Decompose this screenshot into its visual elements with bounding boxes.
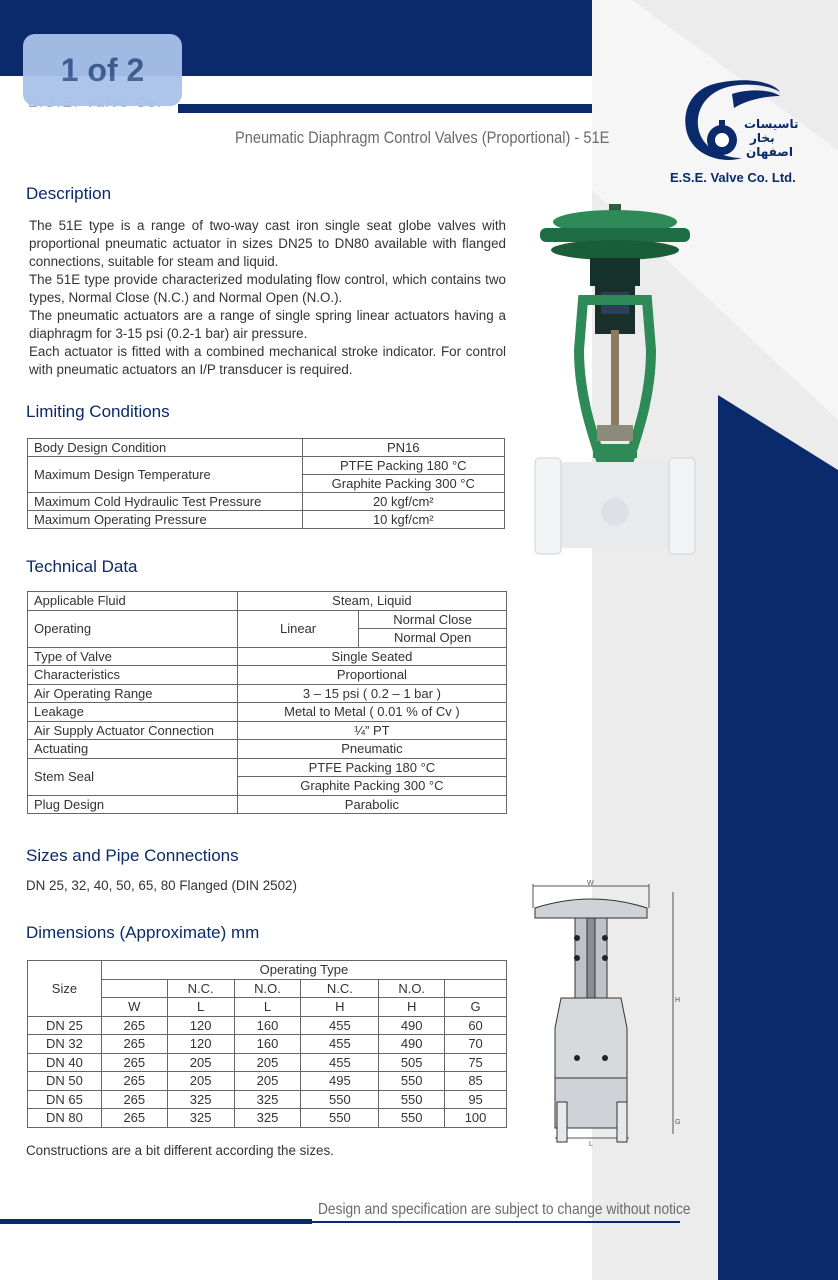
table-cell: DN 25 <box>28 1016 102 1035</box>
table-cell: DN 32 <box>28 1035 102 1054</box>
table-cell: Pneumatic <box>237 740 506 759</box>
drawing-label-h: H <box>675 997 681 1004</box>
table-cell: 100 <box>445 1109 507 1128</box>
table-cell: Normal Open <box>359 629 507 648</box>
table-header: N.C. <box>167 979 234 998</box>
table-cell: 85 <box>445 1072 507 1091</box>
table-row <box>28 1035 507 1054</box>
table-cell: Graphite Packing 300 °C <box>237 777 506 796</box>
table-header: N.C. <box>301 979 379 998</box>
table-cell: Leakage <box>28 703 238 722</box>
table-cell: 205 <box>234 1072 301 1091</box>
table-row <box>28 1072 507 1091</box>
table-cell: 550 <box>379 1072 445 1091</box>
table-cell: Maximum Cold Hydraulic Test Pressure <box>28 493 303 511</box>
table-cell: 3 – 15 psi ( 0.2 – 1 bar ) <box>237 684 506 703</box>
footer-rule <box>0 1219 312 1224</box>
table-cell: 120 <box>167 1035 234 1054</box>
drawing-label-w: W <box>587 880 594 887</box>
table-header: N.O. <box>379 979 445 998</box>
limiting-heading: Limiting Conditions <box>26 402 170 421</box>
table-cell: PTFE Packing 180 °C <box>302 457 504 475</box>
table-cell: Metal to Metal ( 0.01 % of Cv ) <box>237 703 506 722</box>
table-row <box>28 511 505 529</box>
description-body <box>29 217 506 379</box>
description-paragraph: The pneumatic actuators are a range of single spring linear actuators having a diaphragm for 3-15 psi (0.2-1 bar) air pressure. <box>29 308 506 341</box>
footer-note: Design and specification are subject to change without notice <box>318 1201 691 1218</box>
table-cell: 95 <box>445 1090 507 1109</box>
table-cell: 120 <box>167 1016 234 1035</box>
table-cell: Applicable Fluid <box>28 592 238 611</box>
table-row <box>28 592 507 611</box>
sizes-text: DN 25, 32, 40, 50, 65, 80 Flanged (DIN 2502) <box>26 878 297 893</box>
table-row <box>28 666 507 685</box>
table-cell: Graphite Packing 300 °C <box>302 475 504 493</box>
description-paragraph: The 51E type is a range of two-way cast iron single seat globe valves with proportional pneumatic actuator in sizes DN25 to DN80 available with flanged connections, suitable for steam and liquid. <box>29 218 506 269</box>
table-cell: Linear <box>237 610 359 647</box>
table-cell: 550 <box>379 1090 445 1109</box>
table-row <box>28 439 505 457</box>
table-header: G <box>445 998 507 1017</box>
table-row <box>28 493 505 511</box>
table-row <box>28 1109 507 1128</box>
company-name: E.S.E. Valve Co. Ltd. <box>670 170 796 185</box>
table-header: H <box>301 998 379 1017</box>
table-cell: 265 <box>101 1035 167 1054</box>
drawing-label-l: L <box>589 1141 593 1148</box>
table-cell: Type of Valve <box>28 647 238 666</box>
table-cell: 455 <box>301 1016 379 1035</box>
table-cell: Body Design Condition <box>28 439 303 457</box>
table-header: Size <box>28 961 102 1017</box>
description-heading: Description <box>26 184 112 203</box>
table-cell: PTFE Packing 180 °C <box>237 758 506 777</box>
table-header: L <box>234 998 301 1017</box>
constructions-note: Constructions are a bit different according the sizes. <box>26 1143 334 1158</box>
table-row <box>28 758 507 777</box>
table-cell: Steam, Liquid <box>237 592 506 611</box>
page-counter-badge: 1 of 2 <box>23 34 182 106</box>
table-cell: DN 65 <box>28 1090 102 1109</box>
table-header <box>101 979 167 998</box>
table-cell: Single Seated <box>237 647 506 666</box>
table-cell: Parabolic <box>237 795 506 814</box>
table-row <box>28 610 507 629</box>
table-row <box>28 795 507 814</box>
table-cell: Operating <box>28 610 238 647</box>
table-cell: DN 40 <box>28 1053 102 1072</box>
table-cell: Air Operating Range <box>28 684 238 703</box>
logo-persian-line-2: بخار <box>750 131 775 145</box>
table-cell: 325 <box>234 1109 301 1128</box>
table-cell: 490 <box>379 1035 445 1054</box>
table-cell: 550 <box>301 1109 379 1128</box>
table-cell: Proportional <box>237 666 506 685</box>
table-cell: 160 <box>234 1016 301 1035</box>
table-cell: 205 <box>234 1053 301 1072</box>
table-header: H <box>379 998 445 1017</box>
footer-rule-thin <box>312 1221 680 1223</box>
table-cell: 265 <box>101 1109 167 1128</box>
table-cell: 495 <box>301 1072 379 1091</box>
table-cell: 455 <box>301 1053 379 1072</box>
table-cell: 550 <box>379 1109 445 1128</box>
table-cell: 60 <box>445 1016 507 1035</box>
table-cell: 70 <box>445 1035 507 1054</box>
table-cell: Maximum Design Temperature <box>28 457 303 493</box>
table-cell: Characteristics <box>28 666 238 685</box>
description-paragraph: Each actuator is fitted with a combined mechanical stroke indicator. For control with pneumatic actuators an I/P transducer is required. <box>29 344 506 377</box>
document-title: Pneumatic Diaphragm Control Valves (Proportional) - 51E <box>235 128 610 147</box>
technical-table <box>27 591 507 814</box>
table-header: N.O. <box>234 979 301 998</box>
dimensions-heading: Dimensions (Approximate) mm <box>26 923 260 942</box>
table-cell: Normal Close <box>359 610 507 629</box>
logo-persian-line-3: اصفهان <box>746 145 794 159</box>
table-cell: 75 <box>445 1053 507 1072</box>
sizes-heading: Sizes and Pipe Connections <box>26 846 239 865</box>
table-row <box>28 961 507 980</box>
technical-heading: Technical Data <box>26 557 138 576</box>
table-cell: 455 <box>301 1035 379 1054</box>
table-row <box>28 1053 507 1072</box>
dimensions-table <box>27 960 507 1128</box>
table-cell: Plug Design <box>28 795 238 814</box>
table-cell: 265 <box>101 1053 167 1072</box>
table-cell: Actuating <box>28 740 238 759</box>
table-cell: 205 <box>167 1072 234 1091</box>
table-cell: 550 <box>301 1090 379 1109</box>
title-rule <box>178 104 592 113</box>
table-header: Operating Type <box>101 961 506 980</box>
table-cell: 265 <box>101 1016 167 1035</box>
table-header: W <box>101 998 167 1017</box>
table-cell: DN 50 <box>28 1072 102 1091</box>
table-row <box>28 721 507 740</box>
table-cell: DN 80 <box>28 1109 102 1128</box>
table-row <box>28 647 507 666</box>
table-cell: 505 <box>379 1053 445 1072</box>
table-cell: 325 <box>167 1109 234 1128</box>
table-cell: PN16 <box>302 439 504 457</box>
valve-photo <box>535 200 695 560</box>
limiting-table <box>27 438 505 529</box>
table-cell: 10 kgf/cm² <box>302 511 504 529</box>
valve-section-drawing <box>525 878 685 1148</box>
drawing-label-g: G <box>675 1119 681 1126</box>
logo-persian-line-1: تاسیسات <box>744 117 799 131</box>
table-cell: Stem Seal <box>28 758 238 795</box>
table-cell: Air Supply Actuator Connection <box>28 721 238 740</box>
table-row <box>28 1016 507 1035</box>
company-logo <box>676 74 799 166</box>
table-row <box>28 457 505 475</box>
table-cell: 265 <box>101 1072 167 1091</box>
description-paragraph: The 51E type provide characterized modulating flow control, which contains two types, Normal Close (N.C.) and Normal Open (N.O.). <box>29 272 506 305</box>
table-cell: ¼” PT <box>237 721 506 740</box>
table-cell: 325 <box>167 1090 234 1109</box>
table-row <box>28 703 507 722</box>
table-row <box>28 1090 507 1109</box>
table-header <box>445 979 507 998</box>
table-cell: 160 <box>234 1035 301 1054</box>
table-row <box>28 684 507 703</box>
table-cell: 325 <box>234 1090 301 1109</box>
table-row <box>28 740 507 759</box>
table-cell: Maximum Operating Pressure <box>28 511 303 529</box>
table-cell: 490 <box>379 1016 445 1035</box>
table-cell: 205 <box>167 1053 234 1072</box>
table-cell: 265 <box>101 1090 167 1109</box>
table-cell: 20 kgf/cm² <box>302 493 504 511</box>
table-header: L <box>167 998 234 1017</box>
